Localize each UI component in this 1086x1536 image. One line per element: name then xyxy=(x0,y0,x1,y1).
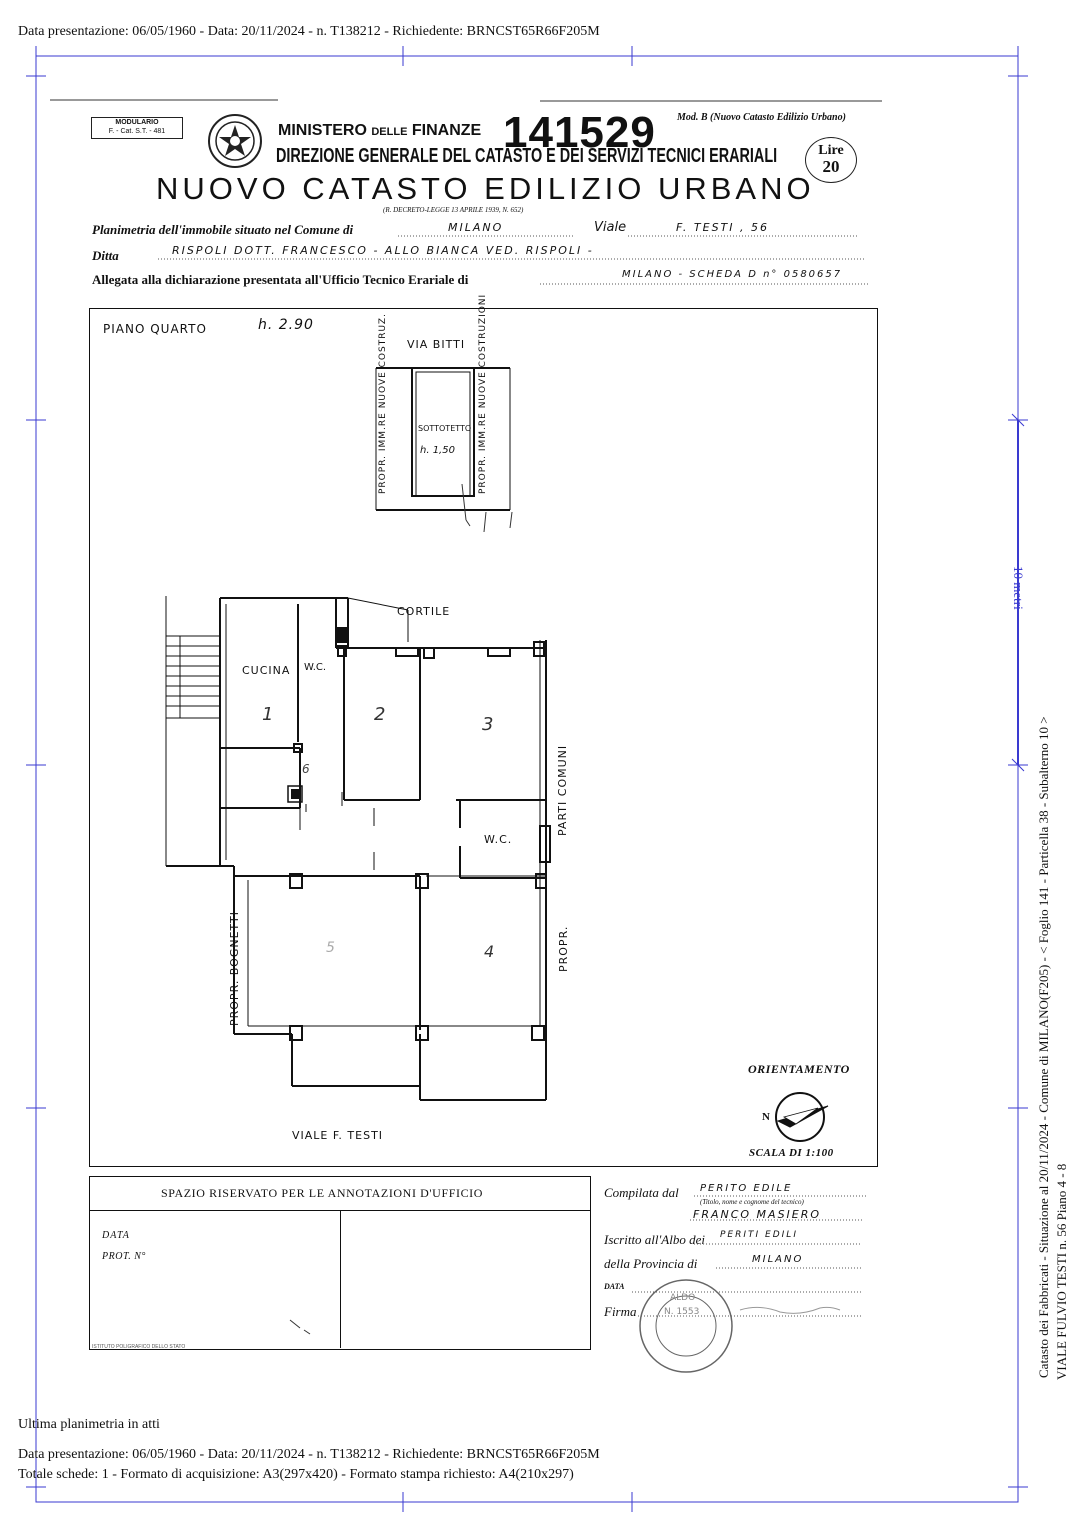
compilata-label: Compilata dal xyxy=(604,1185,679,1200)
decree-reference: (R. DECRETO-LEGGE 13 APRILE 1939, N. 652) xyxy=(383,206,524,214)
wc-top-label: W.C. xyxy=(304,662,327,673)
ditta-label: Ditta xyxy=(92,248,119,263)
direction-heading: DIREZIONE GENERALE DEL CATASTO E DEI SERVIZI TECNICI ERARIALI xyxy=(276,145,778,167)
provincia-value: MILANO xyxy=(752,1254,804,1265)
room-number: 2 xyxy=(374,704,388,725)
planimetria-label: Planimetria dell'immobile situato nel Comune di xyxy=(92,222,354,237)
room-number: 5 xyxy=(326,940,337,956)
document-title: NUOVO CATASTO EDILIZIO URBANO xyxy=(156,171,815,206)
compilata-value: PERITO EDILE xyxy=(700,1183,793,1194)
footer-format-line: Totale schede: 1 - Formato di acquisizione: A3(297x420) - Formato stampa richiesto: A4(210x297) xyxy=(18,1467,574,1482)
lire-value: 20 xyxy=(822,157,840,176)
propr-bognetti-label: PROPR. BOGNETTI xyxy=(228,910,241,1026)
room-number: 1 xyxy=(262,704,276,725)
scale-label: SCALA DI 1:100 xyxy=(749,1147,834,1159)
modulario-line2: F. - Cat. S.T. - 481 xyxy=(108,128,166,135)
lire-word: Lire xyxy=(818,143,844,158)
annotations-data-label: DATA xyxy=(102,1230,130,1241)
wc-right-label: W.C. xyxy=(484,833,513,846)
annotations-title: SPAZIO RISERVATO PER LE ANNOTAZIONI D'UFFICIO xyxy=(161,1186,484,1200)
room-number: 4 xyxy=(484,942,497,961)
modulario-line1: MODULARIO xyxy=(115,119,159,126)
sottotetto-label: SOTTOTETTO xyxy=(418,424,472,433)
address-vertical: VIALE FULVIO TESTI n. 56 Piano 4 - 8 xyxy=(1054,1163,1069,1380)
cucina-label: CUCINA xyxy=(242,664,291,677)
cortile-label: CORTILE xyxy=(397,605,451,618)
signature-date-label: DATA xyxy=(604,1282,625,1291)
iscritto-label: Iscritto all'Albo dei xyxy=(604,1232,705,1247)
ministry-word-3: FINANZE xyxy=(411,122,482,139)
floor-label: PIANO QUARTO xyxy=(103,322,207,336)
room-number: 3 xyxy=(482,714,496,735)
allegata-label: Allegata alla dichiarazione presentata all'Ufficio Tecnico Erariale di xyxy=(92,272,469,287)
footer-submission-line: Data presentazione: 06/05/1960 - Data: 20/11/2024 - n. T138212 - Richiedente: BRNCST65R66F205M xyxy=(18,1447,600,1462)
stamp-number: 141529 xyxy=(503,108,656,157)
propr-left-label: PROPR. IMM.RE NUOVE COSTRUZ. xyxy=(378,313,388,494)
orientation-label: ORIENTAMENTO xyxy=(748,1062,850,1076)
iscritto-value: PERITI EDILI xyxy=(720,1230,798,1240)
room-number: 6 xyxy=(302,762,312,776)
technician-name: FRANCO MASIERO xyxy=(693,1208,822,1221)
last-plan-note: Ultima planimetria in atti xyxy=(18,1417,160,1432)
compilata-note: (Titolo, nome e cognome del tecnico) xyxy=(700,1198,804,1206)
printer-note: ISTITUTO POLIGRAFICO DELLO STATO xyxy=(92,1344,186,1350)
ministry-word-1: MINISTERO xyxy=(278,122,367,139)
firma-label: Firma xyxy=(604,1304,637,1319)
north-label: N xyxy=(762,1111,770,1123)
sottotetto-height: h. 1,50 xyxy=(420,445,455,456)
via-bitti-label: VIA BITTI xyxy=(407,338,466,351)
ministry-word-2: DELLE xyxy=(371,126,408,138)
parti-comuni-label: PARTI COMUNI xyxy=(556,744,569,836)
propr-bottom-label: PROPR. xyxy=(557,925,570,972)
propr-right-label: PROPR. IMM.RE NUOVE COSTRUZIONI xyxy=(478,293,488,494)
viale-word: Viale xyxy=(594,220,627,235)
cadastre-situation-vertical: Catasto dei Fabbricati - Situazione al 20/11/2024 - Comune di MILANO(F205) - < Foglio 141 - Particella 38 - Subalterno 10 > xyxy=(1036,716,1051,1378)
model-code: Mod. B (Nuovo Catasto Edilizio Urbano) xyxy=(677,112,846,123)
address-value: F. TESTI , 56 xyxy=(676,221,770,234)
ruler-label: 10 metri xyxy=(1011,566,1026,610)
annotations-prot-label: PROT. N° xyxy=(102,1251,146,1262)
svg-text:ALDO: ALDO xyxy=(670,1293,696,1303)
svg-text:N. 1553: N. 1553 xyxy=(664,1307,700,1317)
ditta-value: RISPOLI DOTT. FRANCESCO - ALLO BIANCA VED. RISPOLI - xyxy=(172,244,594,257)
viale-testi-label: VIALE F. TESTI xyxy=(292,1129,384,1142)
floor-height: h. 2.90 xyxy=(258,317,314,333)
scheda-value: MILANO - SCHEDA D n° 0580657 xyxy=(622,269,843,280)
provincia-label: della Provincia di xyxy=(604,1256,698,1271)
comune-value: MILANO xyxy=(448,221,504,234)
header-submission-line: Data presentazione: 06/05/1960 - Data: 20/11/2024 - n. T138212 - Richiedente: BRNCST65R66F205M xyxy=(18,24,600,39)
